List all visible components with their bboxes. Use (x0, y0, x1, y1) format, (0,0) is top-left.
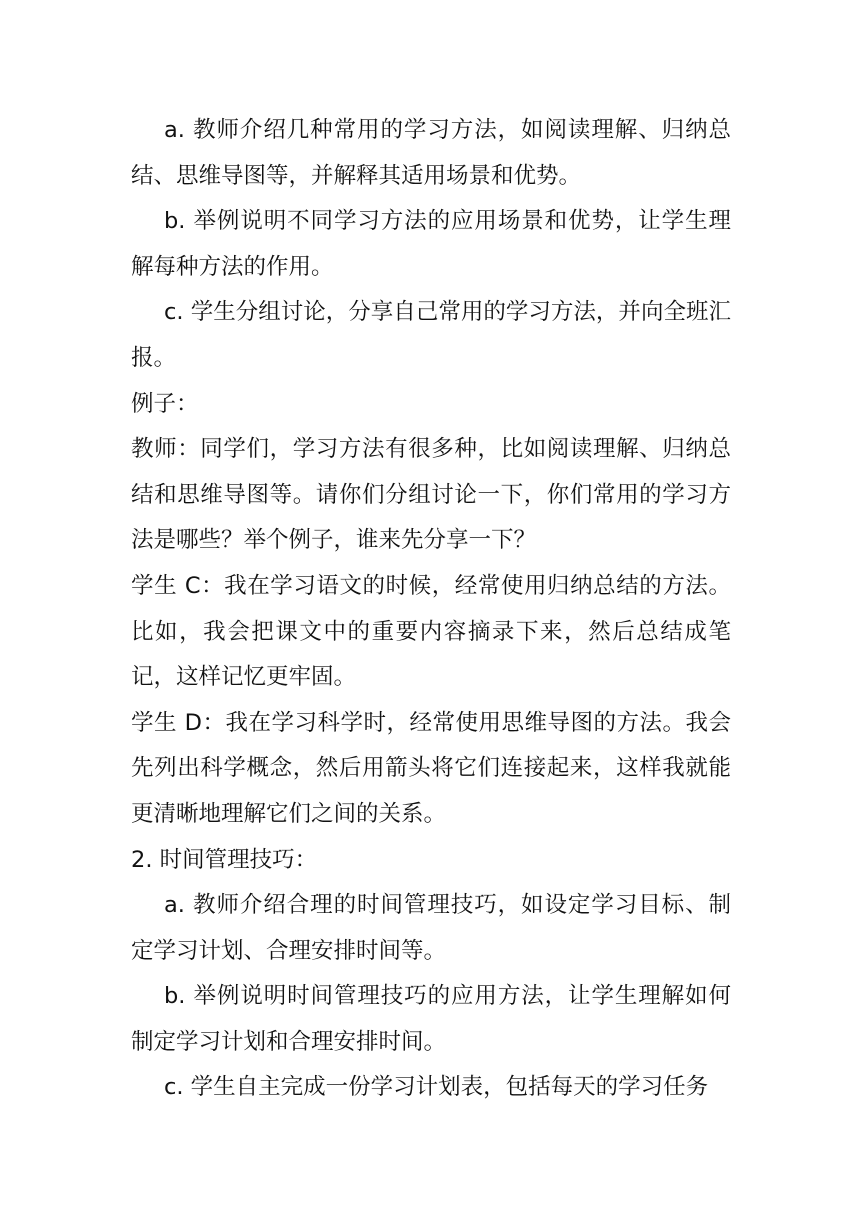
section-heading-time-management: 2. 时间管理技巧： (131, 846, 318, 873)
document-body (131, 108, 731, 1111)
paragraph-time-a: a. 教师介绍合理的时间管理技巧，如设定学习目标、制定学习计划、合理安排时间等。 (131, 892, 731, 964)
paragraph-example-heading: 例子： (131, 390, 199, 417)
paragraph-student-d: 学生 D：我在学习科学时，经常使用思维导图的方法。我会先列出科学概念，然后用箭头将它们连接起来，这样我就能更清晰地理解它们之间的关系。 (131, 709, 731, 827)
paragraph-time-b: b. 举例说明时间管理技巧的应用方法，让学生理解如何制定学习计划和合理安排时间。 (131, 983, 731, 1055)
paragraph-student-c: 学生 C：我在学习语文的时候，经常使用归纳总结的方法。比如，我会把课文中的重要内容摘录下来，然后总结成笔记，这样记忆更牢固。 (131, 572, 731, 691)
paragraph-method-a: a. 教师介绍几种常用的学习方法，如阅读理解、归纳总结、思维导图等，并解释其适用场景和优势。 (131, 117, 731, 189)
paragraph-method-c: c. 学生分组讨论，分享自己常用的学习方法，并向全班汇报。 (131, 299, 731, 371)
paragraph-time-c: c. 学生自主完成一份学习计划表，包括每天的学习任务 (164, 1074, 709, 1101)
paragraph-teacher-dialogue: 教师：同学们，学习方法有很多种，比如阅读理解、归纳总结和思维导图等。请你们分组讨论一下，你们常用的学习方法是哪些？举个例子，谁来先分享一下？ (131, 436, 731, 554)
paragraph-method-b: b. 举例说明不同学习方法的应用场景和优势，让学生理解每种方法的作用。 (131, 208, 731, 280)
